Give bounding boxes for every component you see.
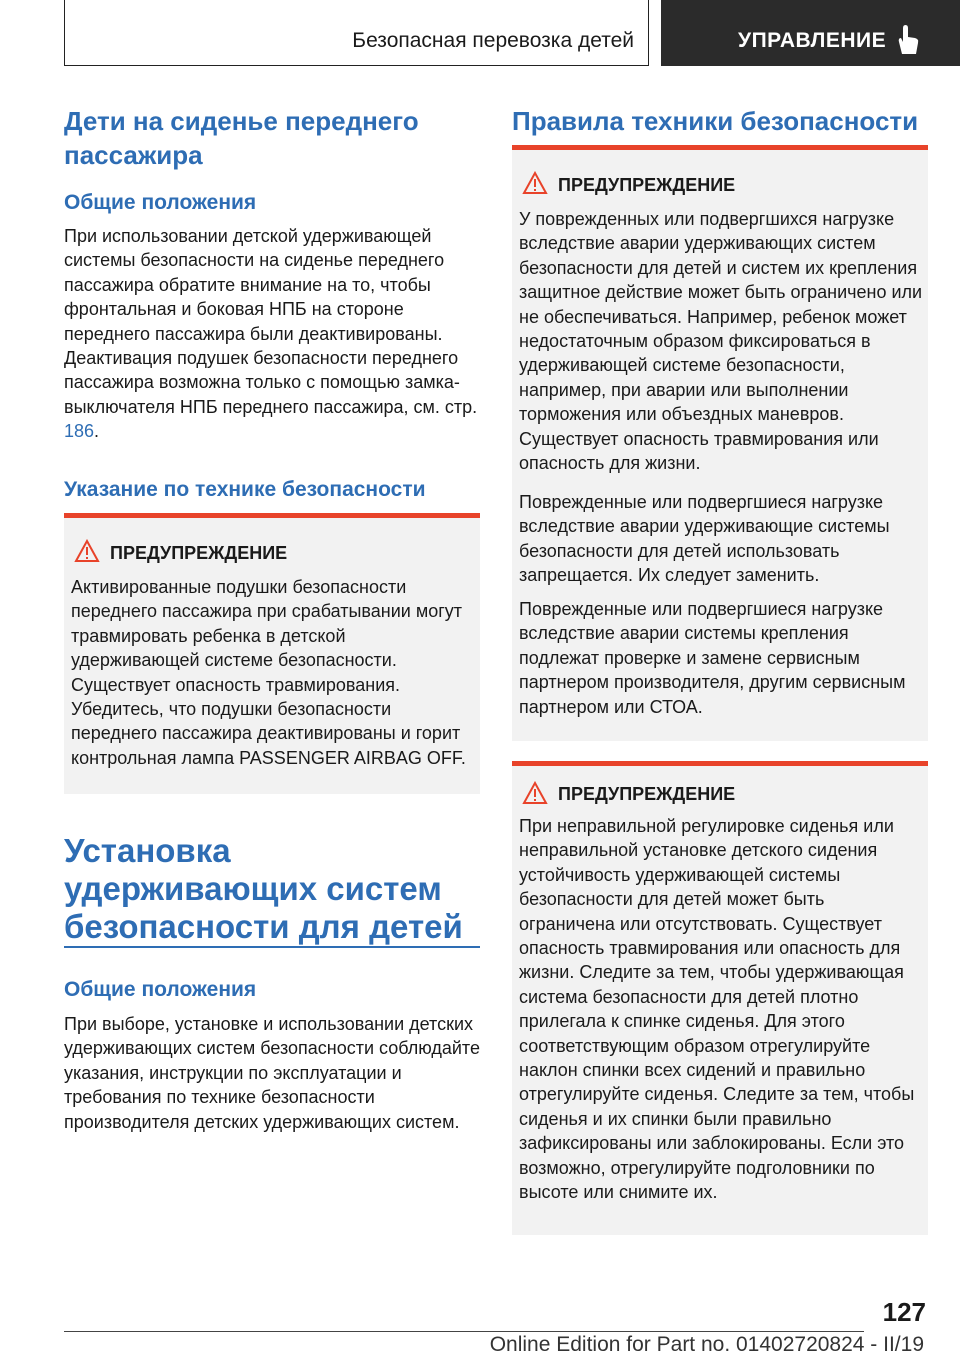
header-chapter-title: УПРАВЛЕНИЕ (738, 29, 887, 52)
subheading-general-1: Общие положения (64, 191, 257, 214)
warning-text-1: У поврежденных или подвергшихся нагрузке вследствие аварии удерживающих систем безопасности для детей и систем их крепления защитное действие может быть ограничено или не обеспечиваться. Например, ребенок может недостаточным образом фиксироваться в удерживающей системе безопасности, например, при аварии или выполнении торможения или объездных маневров. Существует опасность травмирования или опасность для жизни. (519, 209, 923, 474)
warning-box-damaged (512, 145, 928, 741)
page-number: 127 (882, 1297, 926, 1327)
paragraph-front-seat (64, 224, 480, 444)
hand-pointer-icon (893, 24, 923, 56)
warning-triangle-icon (74, 539, 100, 563)
subheading-general-2: Общие положения (64, 978, 257, 1001)
warning-triangle-icon (522, 781, 548, 805)
warning-triangle-icon (522, 171, 548, 195)
footer-rule (64, 1331, 864, 1332)
warning-box-airbag (64, 513, 480, 794)
warning-title: ПРЕДУПРЕЖДЕНИЕ (558, 784, 736, 804)
header-section-title: Безопасная перевозка детей (352, 29, 634, 52)
section-title-safety-rules: Правила техники безопасности (512, 106, 919, 136)
warning-text: Активированные подушки безопасности переднего пассажира при срабатывании могут травмировать ребенка в детской удерживающей системе безопасности. Существует опасность травмирования. Убедитесь, что подушки безопасности переднего пассажира деактивированы и горит контрольная лампа PASSENGER AIRBAG OFF. (71, 577, 466, 768)
warning-bar (512, 145, 928, 150)
subheading-safety-note: Указание по технике безопасности (64, 478, 426, 501)
warning-text: При неправильной регулировке сиденья или неправильной установке детского сидения устойчивость удерживающей системы безопасности для детей может быть ограничена или отсутствовать. Существует опасность травмирования или опасность для жизни. Следите за тем, чтобы удерживающая система безопасности для детей плотно прилегала к спинке сиденья. Для этого соответствующим образом отрегулируйте наклон спинки всех сидений и правильно отрегулируйте сиденья. Следите за тем, чтобы сиденья и их спинки были правильно зафиксированы или заблокированы. Если это возможно, отрегулируйте подголовники по высоте или снимите их. (519, 816, 915, 1203)
header-chapter-box (661, 0, 960, 66)
paragraph-installation: При выборе, установке и использовании детских удерживающих систем безопасности соблюдайте указания, инструкции по эксплуатации и требования по технике безопасности производителя детских удерживающих систем. (64, 1014, 480, 1132)
warning-title: ПРЕДУПРЕЖДЕНИЕ (110, 543, 288, 563)
warning-bar (64, 513, 480, 518)
section-title-front-seat: Дети на сиденье переднего пассажира (64, 106, 419, 170)
warning-text-3: Поврежденные или подвергшиеся нагрузке вследствие аварии системы крепления подлежат проверке и замене сервисным партнером производителя, другим сервисным партнером или СТОА. (519, 599, 906, 717)
warning-box-seat-adjust (512, 761, 928, 1235)
header-section-box (64, 0, 649, 66)
warning-title: ПРЕДУПРЕЖДЕНИЕ (558, 175, 736, 195)
warning-text-2: Поврежденные или подвергшиеся нагрузке вследствие аварии удерживающие системы безопасности для детей использовать запрещается. Их следует заменить. (519, 492, 890, 586)
page-ref-link[interactable]: 186 (64, 421, 95, 442)
section-divider (64, 946, 480, 948)
section-title-installation: Установка удерживающих систем безопасности для детей (64, 832, 463, 945)
footer-edition: Online Edition for Part no. 01402720824 - II/19 (489, 1333, 924, 1356)
period: . (94, 421, 100, 442)
paragraph-front-seat-text: При использовании детской удерживающей системы безопасности на сиденье переднего пассажира обратите внимание на то, чтобы фронтальная и боковая НПБ на стороне переднего пассажира были деактивированы. Деактивация подушек безопасности переднего пассажира возможна только с помощью замка-выключателя НПБ переднего пассажира, см. стр. (64, 226, 478, 417)
warning-bar (512, 761, 928, 766)
